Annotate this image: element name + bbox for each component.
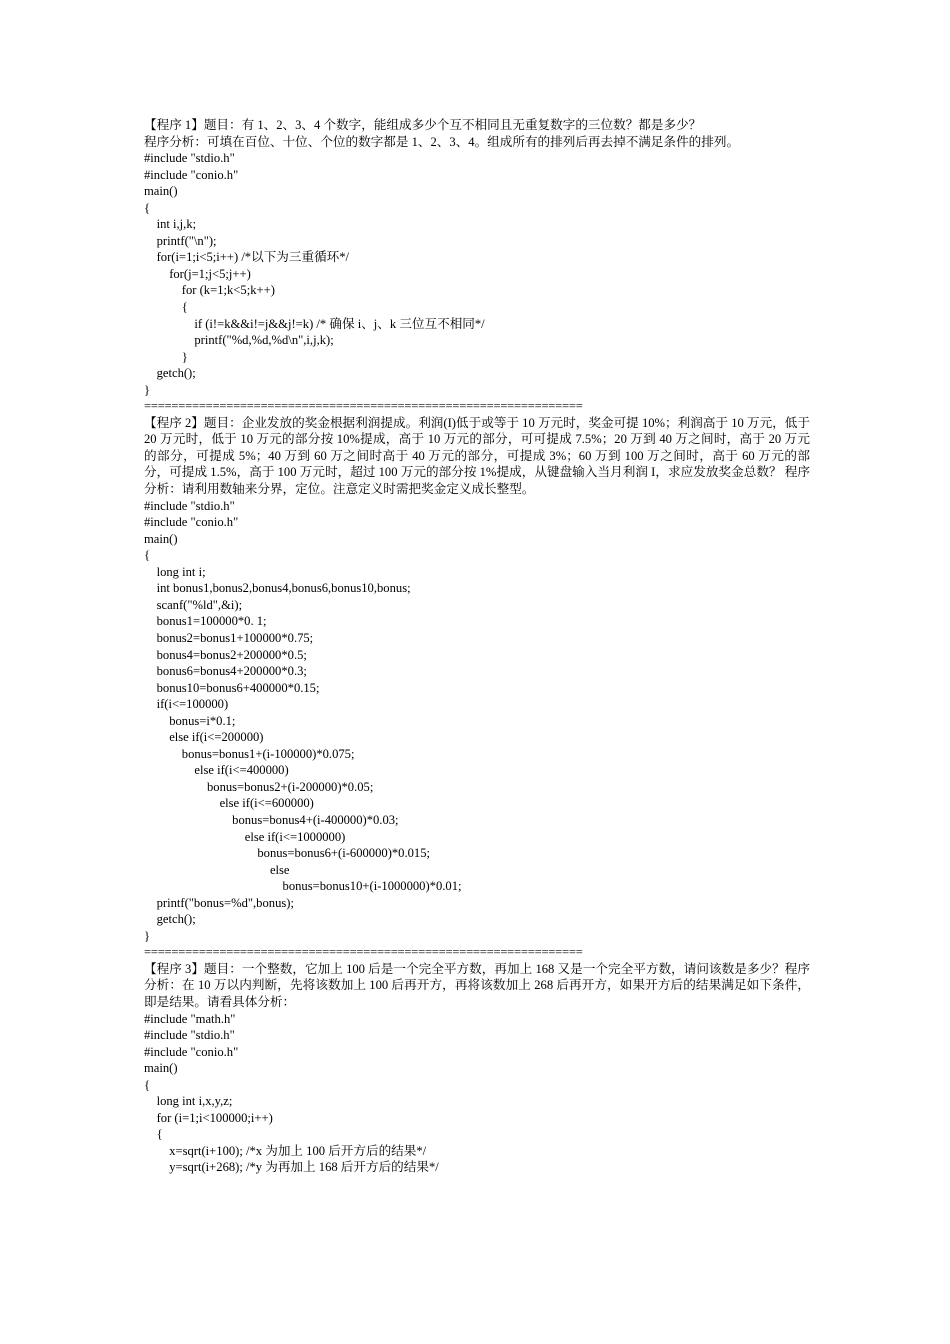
code-line: y=sqrt(i+268); /*y 为再加上 168 后开方后的结果*/: [144, 1160, 439, 1175]
code-line: for(i=1;i<5;i++) /*以下为三重循环*/: [144, 250, 350, 265]
code-line: for(j=1;j<5;j++): [144, 266, 251, 281]
separator-line: ================================================================: [144, 945, 583, 960]
code-line: main(): [144, 531, 178, 546]
code-line: #include "stdio.h": [144, 498, 235, 513]
code-line: bonus10=bonus6+400000*0.15;: [144, 680, 320, 695]
code-line: x=sqrt(i+100); /*x 为加上 100 后开方后的结果*/: [144, 1143, 427, 1158]
code-line: }: [144, 928, 151, 943]
code-line: #include "conio.h": [144, 167, 239, 182]
code-line: bonus4=bonus2+200000*0.5;: [144, 647, 307, 662]
code-line: if (i!=k&&i!=j&&j!=k) /* 确保 i、j、k 三位互不相同*/: [144, 316, 485, 331]
code-line: #include "stdio.h": [144, 1028, 235, 1043]
program-1-title: 【程序 1】题目：有 1、2、3、4 个数字，能组成多少个互不相同且无重复数字的三位数？都是多少？: [144, 118, 702, 132]
code-line: printf("%d,%d,%d\n",i,j,k);: [144, 333, 334, 348]
code-line: main(): [144, 1061, 178, 1076]
code-line: scanf("%ld",&i);: [144, 597, 243, 612]
code-line: }: [144, 382, 151, 397]
code-line: bonus=i*0.1;: [144, 713, 236, 728]
code-line: long int i;: [144, 564, 206, 579]
code-line: else if(i<=400000): [144, 763, 289, 778]
code-line: bonus=bonus2+(i-200000)*0.05;: [144, 779, 374, 794]
code-line: printf("bonus=%d",bonus);: [144, 895, 294, 910]
code-line: #include "stdio.h": [144, 151, 235, 166]
code-line: bonus6=bonus4+200000*0.3;: [144, 664, 307, 679]
code-line: bonus=bonus1+(i-100000)*0.075;: [144, 746, 355, 761]
code-line: {: [144, 200, 151, 215]
program-3-code: [144, 1011, 810, 1176]
program-2-code: [144, 498, 810, 945]
program-2-description: 【程序 2】题目：企业发放的奖金根据利润提成。利润(I)低于或等于 10 万元时，奖金可提 10%；利润高于 10 万元，低于 20 万元时，低于 10 万元的部分按 10%提成，高于 10 万元的部分，可可提成 7.5%；20 万到 40 万之间时，高于 20 万元的部分，可提成 5%；40 万到 60 万之间时高于 40 万元的部分，可提成 3%；60 万到 100 万之间时，高于 60 万元的部分，可提成 1.5%，高于 100 万元时，超过 100 万元的部分按 1%提成，从键盘输入当月利润 I，求应发放奖金总数？ 程序分析：请利用数轴来分界，定位。注意定义时需把奖金定义成长整型。: [144, 415, 810, 497]
code-line: }: [144, 349, 188, 364]
code-line: {: [144, 1077, 151, 1092]
code-line: for (i=1;i<100000;i++): [144, 1110, 273, 1125]
document-body: [144, 117, 810, 1176]
code-line: else if(i<=600000): [144, 796, 314, 811]
code-line: int bonus1,bonus2,bonus4,bonus6,bonus10,bonus;: [144, 581, 411, 596]
code-line: if(i<=100000): [144, 697, 229, 712]
program-1-code: [144, 150, 810, 398]
code-line: else if(i<=1000000): [144, 829, 346, 844]
code-line: #include "conio.h": [144, 1044, 239, 1059]
code-line: bonus1=100000*0. 1;: [144, 614, 267, 629]
code-line: {: [144, 300, 188, 315]
code-line: {: [144, 548, 151, 563]
code-line: bonus=bonus4+(i-400000)*0.03;: [144, 812, 399, 827]
code-line: bonus=bonus6+(i-600000)*0.015;: [144, 846, 431, 861]
code-line: #include "conio.h": [144, 515, 239, 530]
code-line: #include "math.h": [144, 1011, 236, 1026]
code-line: main(): [144, 184, 178, 199]
program-1-analysis: 程序分析：可填在百位、十位、个位的数字都是 1、2、3、4。组成所有的排列后再去掉不满足条件的排列。: [144, 134, 740, 149]
program-3-description: 【程序 3】题目：一个整数，它加上 100 后是一个完全平方数，再加上 168 又是一个完全平方数，请问该数是多少？程序分析：在 10 万以内判断，先将该数加上 100 后再开方，再将该数加上 268 后再开方，如果开方后的结果满足如下条件，即是结果。请看具体分析：: [144, 961, 810, 1009]
code-line: else: [144, 862, 290, 877]
code-line: getch();: [144, 912, 196, 927]
code-line: bonus2=bonus1+100000*0.75;: [144, 630, 314, 645]
code-line: else if(i<=200000): [144, 730, 264, 745]
code-line: for (k=1;k<5;k++): [144, 283, 275, 298]
code-line: getch();: [144, 366, 196, 381]
code-line: {: [144, 1127, 163, 1142]
separator-line: ================================================================: [144, 399, 583, 414]
code-line: int i,j,k;: [144, 217, 197, 232]
code-line: long int i,x,y,z;: [144, 1094, 233, 1109]
code-line: bonus=bonus10+(i-1000000)*0.01;: [144, 879, 462, 894]
code-line: printf("\n");: [144, 233, 217, 248]
